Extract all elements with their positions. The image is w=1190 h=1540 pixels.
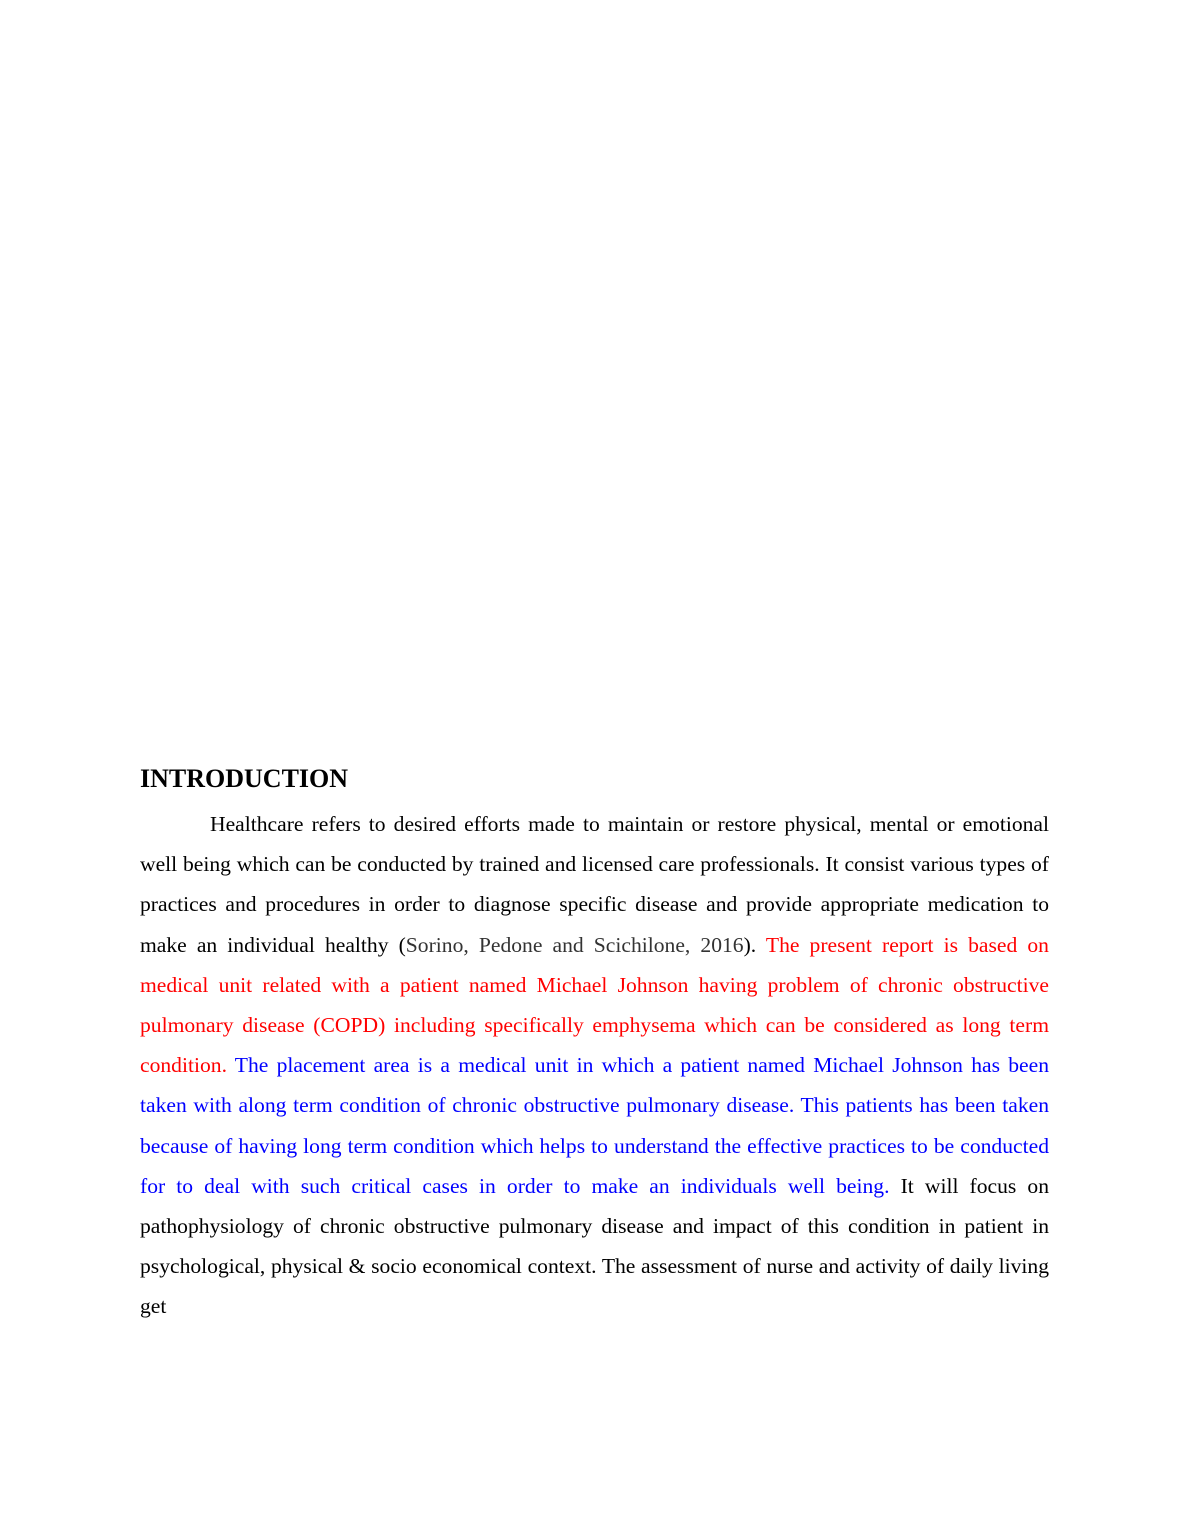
citation-text: Sorino, Pedone and Scichilone, 2016 — [405, 932, 744, 957]
paragraph-text-intro: Healthcare refers to desired efforts made to maintain or restore physical, mental or emotional well being which can be conducted by trained and licensed care professionals. It consist various types of practices and procedures in order to diagnose specific disease and provide appropriate medication to make an individual healthy ( — [140, 812, 1049, 957]
citation-close-text: ). — [743, 932, 766, 957]
section-heading: INTRODUCTION — [140, 764, 349, 793]
highlighted-blue-text: The placement area is a medical unit in which a patient named Michael Johnson has been taken with along term condition of chronic obstructive pulmonary disease. This patients has been taken because of having long term condition which helps to understand the effective practices to be conducted for to deal with such critical cases in order to make an individuals well being. — [140, 1053, 1049, 1198]
highlighted-red-text: The present report is based on medical unit related with a patient named Michael Johnson having problem of chronic obstructive pulmonary disease (COPD) including specifically emphysema which can be considered as long term condition. — [140, 932, 1049, 1078]
introduction-paragraph — [140, 804, 1049, 1327]
paragraph-text-continuation: It will focus on pathophysiology of chronic obstructive pulmonary disease and impact of this condition in patient in psychological, physical & socio economical context. The assessment of nurse and activity of daily living get — [140, 1173, 1049, 1319]
